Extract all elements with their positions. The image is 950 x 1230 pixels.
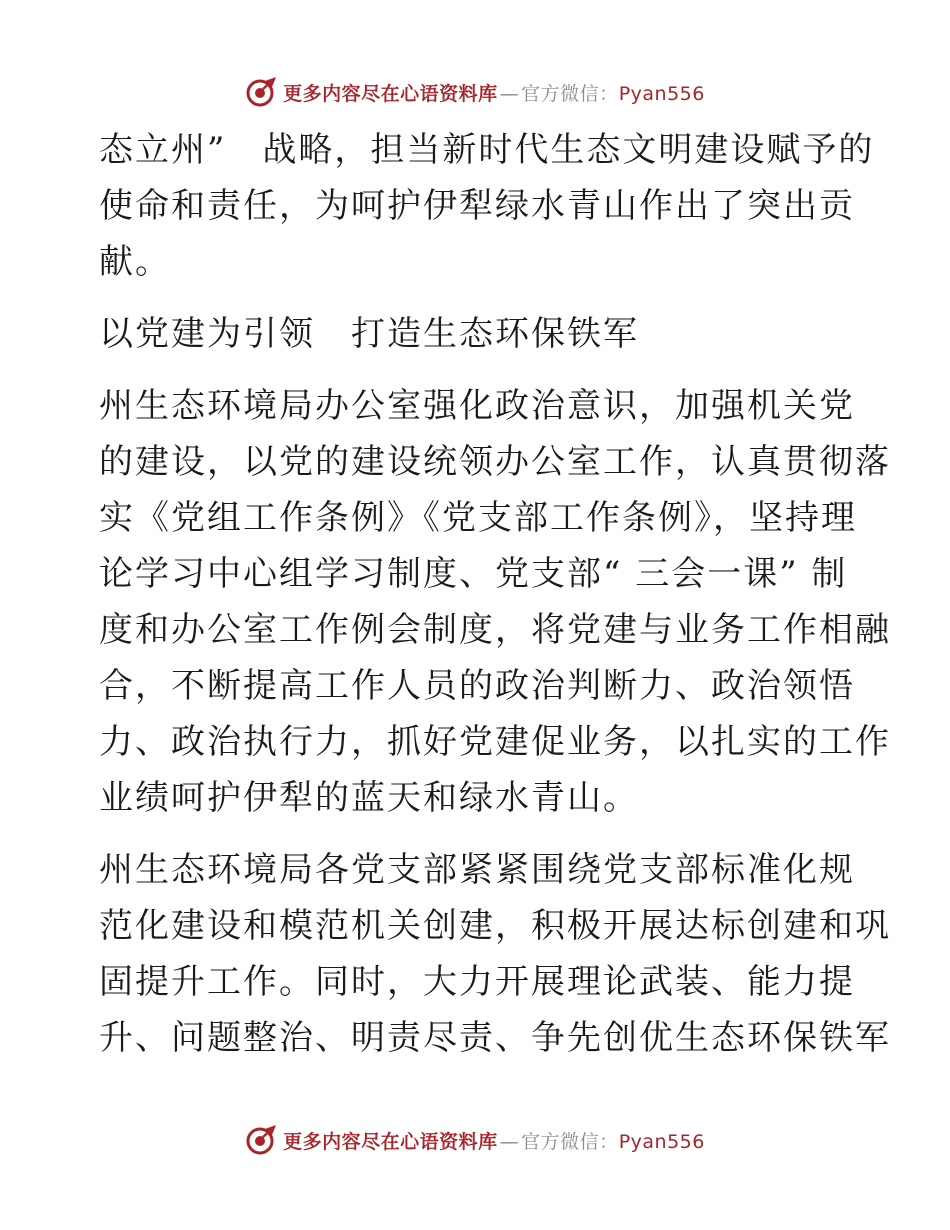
text-line: 论学习中心组学习制度、党支部“ 三会一课” 制 [99, 554, 848, 594]
text-line: 态立州” 战略，担当新时代生态文明建设赋予的 [99, 130, 875, 170]
text-line: 范化建设和模范机关创建，积极开展达标创建和巩 [99, 906, 891, 946]
text-line: 州生态环境局各党支部紧紧围绕党支部标准化规 [99, 850, 855, 890]
watermark-wechat-id: Pyan556 [618, 1130, 705, 1153]
watermark-wechat-id: Pyan556 [618, 82, 705, 105]
header-watermark [0, 72, 950, 112]
text-line: 实《党组工作条例》《党支部工作条例》，坚持理 [99, 498, 857, 538]
library-logo-icon [245, 1123, 279, 1157]
watermark-text [283, 79, 705, 106]
text-line: 使命和责任，为呵护伊犁绿水青山作出了突出贡 [99, 186, 855, 226]
text-line: 业绩呵护伊犁的蓝天和绿水青山。 [99, 778, 639, 818]
watermark-text [283, 1127, 705, 1154]
text-line: 力、政治执行力，抓好党建促业务，以扎实的工作 [99, 722, 891, 762]
paragraph-continuation [99, 122, 875, 290]
text-line: 升、问题整治、明责尽责、争先创优生态环保铁军 [99, 1018, 891, 1058]
watermark-dash: — [499, 82, 520, 105]
text-line: 州生态环境局办公室强化政治意识，加强机关党 [99, 386, 855, 426]
text-line: 献。 [99, 242, 171, 282]
text-line: 固提升工作。同时，大力开展理论武装、能力提 [99, 962, 855, 1002]
paragraph-office [99, 378, 891, 826]
paragraph-branches [99, 842, 891, 1066]
footer-watermark [0, 1120, 950, 1160]
watermark-wechat-label: 官方微信： [521, 1130, 619, 1153]
library-logo-icon [245, 75, 279, 109]
watermark-dash: — [499, 1130, 520, 1153]
watermark-library-name: 更多内容尽在心语资料库 [283, 82, 498, 105]
section-heading [99, 306, 859, 362]
watermark-wechat-label: 官方微信： [521, 82, 619, 105]
heading-line: 以党建为引领 打造生态环保铁军 [99, 314, 639, 354]
watermark-library-name: 更多内容尽在心语资料库 [283, 1130, 498, 1153]
text-line: 的建设，以党的建设统领办公室工作，认真贯彻落 [99, 442, 891, 482]
text-line: 度和办公室工作例会制度，将党建与业务工作相融 [99, 610, 891, 650]
text-line: 合，不断提高工作人员的政治判断力、政治领悟 [99, 666, 855, 706]
document-body [99, 122, 891, 1066]
